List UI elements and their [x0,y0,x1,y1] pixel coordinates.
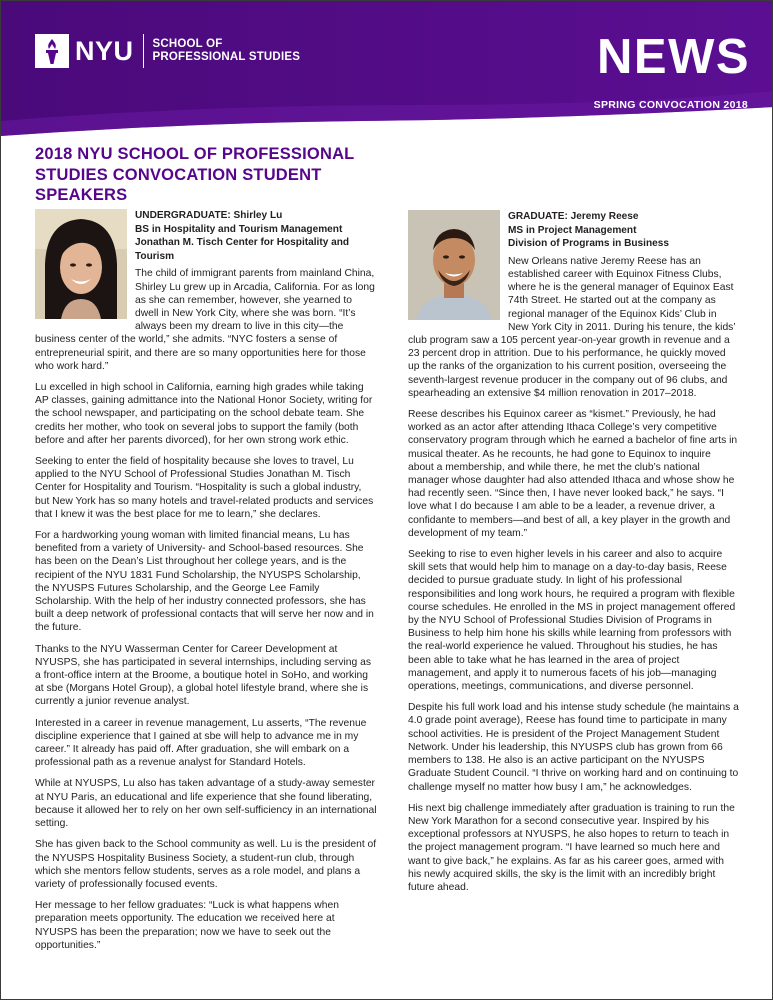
paragraph: Thanks to the NYU Wasserman Center for Career Development at NYUSPS, she has participated in several internships, including serving as a front-office intern at the Broome, a boutique hotel in SoHo, and working at sbe (Morgans Hotel Group), a global hotel lifestyle brand, where she is currently a junior revenue analyst. [35,643,371,708]
paragraph: For a hardworking young woman with limited financial means, Lu has benefited from a variety of University- and School-based resources. She has been on the Dean’s List throughout her college years, and is the recipient of the NYU 1831 Fund Scholarship, the NYUSPS Scholarship, the NYUSPS Futures Scholarship, and the George Lee Family Scholarship. With the help of her industry connected professors, she has built a deep network of professional contacts that will serve her now and in the future. [35,530,374,634]
graduate-label: GRADUATE: Jeremy Reese [508,211,639,222]
logo-nyu-text: NYU [75,36,134,66]
shirley-lu-photo [35,209,127,323]
edition-label: SPRING CONVOCATION 2018 [593,99,748,111]
paragraph: New Orleans native Jeremy Reese has an established career with Equinox Fitness Clubs, where he is the general manager of Equinox East 74th Street. He started out at the company as regional manager of the Equinox Kids’ Club in New York City in 2011. During his tenure, the kids’ club program saw a 105 percent year-on-year growth in revenue and a 23 percent drop in attrition. Due to his performance, he quickly moved up the ranks of the organization to his current position, overseeing the seventh-largest revenue producer in the company out of 96 clubs, and spearheading an extensive $4 million renovation in 2017–2018. [408,255,736,399]
torch-icon [35,34,69,68]
undergraduate-column [35,209,377,960]
paragraph: Interested in a career in revenue management, Lu asserts, “The revenue discipline experience that I gained at sbe will help to advance me in my career.” It already has paid off. After graduation, she will embark on a professional path as a revenue analyst for Standard Hotels. [35,717,367,769]
logo-school-line1: SCHOOL OF [152,38,223,50]
graduate-school: Division of Programs in Business [508,238,669,250]
graduate-degree: MS in Project Management [508,224,637,236]
paragraph: Seeking to rise to even higher levels in his career and also to acquire skill sets that would help him to manage on a day-to-day basis, Reese decided to pursue graduate study. In light of his professional responsibilities and long work hours, he required a program with flexible course schedules. He enrolled in the MS in project management offered by the NYU School of Professional Studies Division of Programs in Business to help him hone his skills while learning from professors with the real-world experience he valued. Throughout his studies, he has been able to take what he has learned in the area of project management, and apply it to numerous facets of his job—managing operations, meetings, communications, and diverse personnel. [408,549,736,693]
undergraduate-degree: BS in Hospitality and Tourism Management [135,223,343,235]
logo-school-name [153,38,301,64]
page-title: 2018 NYU SCHOOL OF PROFESSIONAL STUDIES CONVOCATION STUDENT SPEAKERS [35,145,355,204]
paragraph: Seeking to enter the field of hospitality because she loves to travel, Lu applied to the NYU School of Professional Studies Jonathan M. Tisch Center for Hospitality and Tourism. “Hospitality is such a global industry, but New York has so many hotels and travel-related products and services that I knew it was the best place for me to learn,” she declares. [35,456,374,520]
undergraduate-school: Jonathan M. Tisch Center for Hospitality and Tourism [135,237,350,262]
logo-divider [143,34,144,68]
paragraph: She has given back to the School community as well. Lu is the president of the NYUSPS Hospitality Business Society, a student-run club, through which she mentors fellow students, serves as a role model, and plans a variety of professionally focused events. [35,839,377,890]
graduate-column [408,210,739,902]
undergraduate-label: UNDERGRADUATE: Shirley Lu [135,210,283,221]
logo-school-line2: PROFESSIONAL STUDIES [152,51,301,63]
nyu-sps-logo [35,34,300,68]
masthead-title: NEWS [597,30,750,84]
paragraph: Her message to her fellow graduates: “Luck is what happens when preparation meets opportunity. The education we received here at NYUSPS has been the preparation; now we have to seek out the opportunities.” [35,900,339,951]
jeremy-reese-photo [408,210,500,324]
paragraph: Reese describes his Equinox career as “kismet.” Previously, he had worked as an actor after attending Ithaca College’s very competitive conservatory program through which he earned a bachelor of fine arts in musical theater. As he recounts, he had gone to Equinox to inquire about a membership, and while there, he met the club’s national manager whose daughter had also attended Ithaca and whose show he had recently seen. “Since then, I have never looked back,” he says. “I love what I do because I am able to be a leader, a revenue driver, a confidante to members—and best of all, a key player in the growth and development of my team.” [408,409,738,539]
paragraph: Lu excelled in high school in California, earning high grades while taking AP classes, gaining admittance into the National Honor Society, writing for the school newspaper, and participating on the school debate team. She credits her mother, who took on several jobs to support the family (both before and after her parents divorced), for her own strong work ethic. [35,382,373,446]
masthead-banner [1,1,773,136]
paragraph: His next big challenge immediately after graduation is training to run the New York Marathon for a second consecutive year. Inspired by his exceptional professors at NYUSPS, he also hopes to return to teach in the project management program. “I have learned so much here and want to give back,” he explains. As far as his career goes, armed with his newly acquired skills, the sky is the limit with an incredibly bright future ahead. [408,802,735,893]
paragraph: While at NYUSPS, Lu also has taken advantage of a study-away semester at NYU Paris, an educational and life experience that she found liberating, because it allowed her to rely on her own self-sufficiency in an international setting. [35,778,377,830]
paragraph: The child of immigrant parents from mainland China, Shirley Lu grew up in Arcadia, California. For as long as she can remember, however, she yearned to dwell in New York City, where she was born. “It’s always been my dream to live in this city—the business center of the world,” she admits. “NYC fosters a sense of entrepreneurial spirit, and there are so many opportunities here for those who work hard.” [35,268,375,372]
paragraph: Despite his full work load and his intense study schedule (he maintains a 4.0 grade point average), Reese has found time to participate in many school activities. He is president of the Project Management Student Network. Under his leadership, this NYUSPS club has grown from 66 members to 138. He also is an active participant on the NYUSPS Graduate Student Council. “I thrive on working hard and on continuing to challenge myself no matter how busy I am,” he acknowledges. [408,702,739,793]
